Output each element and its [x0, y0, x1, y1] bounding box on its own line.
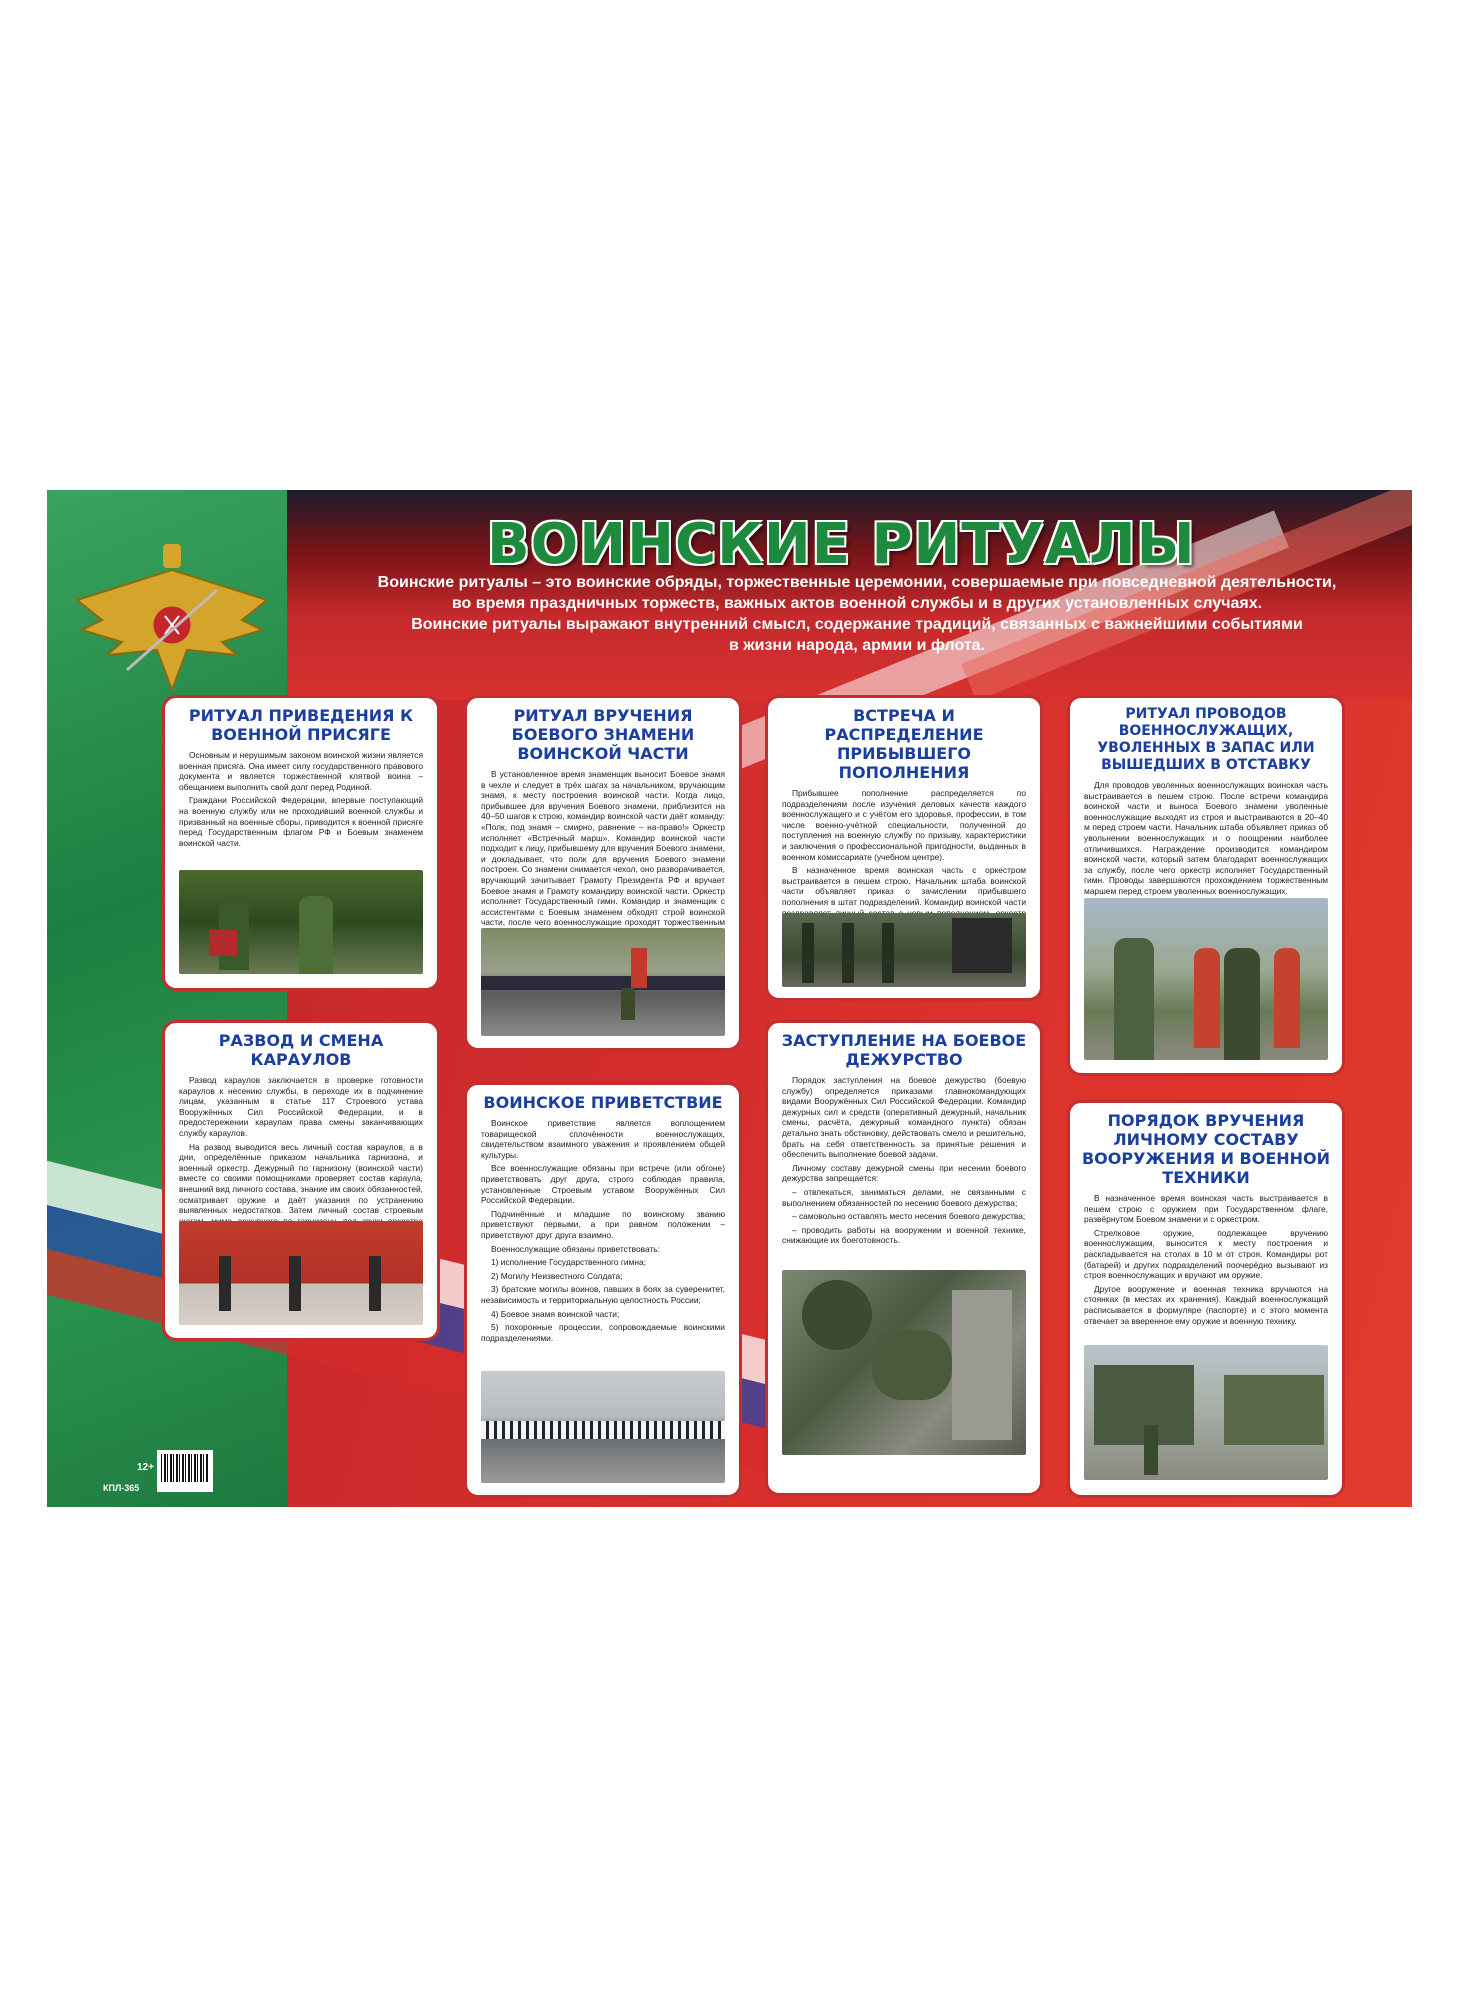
- photo-banner: [481, 928, 725, 1036]
- card-title: ПОРЯДОК ВРУЧЕНИЯ ЛИЧНОМУ СОСТАВУ ВООРУЖЕНИЯ И ВОЕННОЙ ТЕХНИКИ: [1081, 1111, 1331, 1187]
- page-title: ВОИНСКИЕ РИТУАЛЫ: [487, 512, 1196, 577]
- card-banner: РИТУАЛ ВРУЧЕНИЯ БОЕВОГО ЗНАМЕНИ ВОИНСКОЙ ЧАСТИ В установленное время знаменщик выносит Боевое знамя в чехле и следует в трёх шагах за начальником, вручающим знамя, к месту построения воинской части. Когда лицо, прибывшее для вручения Боевого знамени, приблизится на 40–50 шагов к строю, командир воинской части даёт команду: «Полк, под знамя – смирно, равнение – на-право!» Оркестр исполняет «Встречный марш». Командир воинской части подходит к лицу, прибывшему для вручения Боевого знамени, и докладывает, что полк для вручения Боевого знамени построен. Со знамени снимается чехол, оно разворачивается, вручающий зачитывает Грамоту Президента РФ и вручает Боевое знамя и Грамоту командиру воинской части. Оркестр исполняет Государственный гимн. Командир и знаменщик с ассистентами с Боевым знаменем обходят строй воинской части, после чего военнослужащие проходят торжественным: [464, 695, 742, 1051]
- card-replenish: ВСТРЕЧА И РАСПРЕДЕЛЕНИЕ ПРИБЫВШЕГО ПОПОЛНЕНИЯ Прибывшее пополнение распределяется по подразделениям после изучения деловых качеств каждого военнослужащего и с учётом его здоровья, профессии, в том числе военно-учётной специальности, полученной до поступления на военную службу по призыву, характеристики и заключения о профессиональной пригодности, выданных в военном комиссариате (учебном центре). В назначенное время воинская часть с оркестром выстраивается в пешем строю. Начальник штаба воинской части объявляет приказ о зачислении прибывшего пополнения в штат подразделений. Командир воинской части: [765, 695, 1043, 1001]
- photo-duty: [782, 1270, 1026, 1455]
- card-title: ВОИНСКОЕ ПРИВЕТСТВИЕ: [483, 1093, 723, 1112]
- card-title: ЗАСТУПЛЕНИЕ НА БОЕВОЕ ДЕЖУРСТВО: [781, 1031, 1027, 1069]
- photo-farewell: [1084, 898, 1328, 1060]
- photo-guard: [179, 1221, 423, 1325]
- card-duty: ЗАСТУПЛЕНИЕ НА БОЕВОЕ ДЕЖУРСТВО Порядок заступления на боевое дежурство (боевую службу) определяется приказами главнокомандующих видами Вооружённых Сил Российской Федерации. Командир дежурных сил и средств (оперативный дежурный, начальник смены, расчёта, дежурный командного пункта) обязан детально знать обстановку, действовать смело и решительно, брать на себя ответственность за принятые решения и обеспечить выполнение боевой задачи. Личному составу дежурной смены при несении боевого дежурства запрещается: – отвлекаться, заниматься делами, не связанными с выполнением обязанностей по несению боевого дежурства; – самовольно оставлять место несения боевого дежурства; – проводить работы на вооружении и военной технике, снижающие их боеготовность.: [765, 1020, 1043, 1496]
- card-weapons: ПОРЯДОК ВРУЧЕНИЯ ЛИЧНОМУ СОСТАВУ ВООРУЖЕНИЯ И ВОЕННОЙ ТЕХНИКИ В назначенное время воинская часть выстраивается в пешем строю с оружием при Государственном флаге, развёрнутом Боевом знамени и с оркестром. Стрелковое оружие, подлежащее вручению военнослужащим, выносится к месту построения и раскладывается на столах в 10 м от строя. Командиры рот (батарей) и других подразделений поочерёдно вызывают из строя военнослужащих и вручают им оружие. Другое вооружение и военная техника вручаются на стоянках (в местах их хранения). Каждый военнослужащий расписывается в формуляре (паспорте) и с этого момента отвечает за вверенное ему оружие и военную технику.: [1067, 1100, 1345, 1498]
- photo-weapons: [1084, 1345, 1328, 1480]
- card-guard: РАЗВОД И СМЕНА КАРАУЛОВ Развод караулов заключается в проверке готовности караулов к несению службы, в переходе их в подчинение лицам, указанным в статье 117 Строевого устава Вооружённых Сил Российской Федерации, и в предостережении караулам права смены заканчивающих службу караулов. На развод выводится весь личный состав караулов, а в дни, определённые приказом начальника гарнизона, и военный оркестр. Дежурный по гарнизону (воинской части) вместе со своими помощниками проверяет состав караула, внешний вид личного состава, знание им своих обязанностей, осматривает оружие и даёт указания по устранению выявленных недостатков. Затем личный состав строевым: [162, 1020, 440, 1341]
- card-salute: ВОИНСКОЕ ПРИВЕТСТВИЕ Воинское приветствие является воплощением товарищеской сплочённости военнослужащих, свидетельством взаимного уважения и проявлением общей культуры. Все военнослужащие обязаны при встрече (или обгоне) приветствовать друг друга, строго соблюдая правила, установленные Строевым уставом Вооружённых Сил Российской Федерации. Подчинённые и младшие по воинскому званию приветствуют первыми, а при равном положении – приветствуют друг друга взаимно. Военнослужащие обязаны приветствовать: 1) исполнение Государственного гимна; 2) Могилу Неизвестного Солдата; 3) братские могилы воинов, павших в боях за суверенитет, независимость и территориальную целостность России; 4) Боевое знамя воинской части; 5) похоронные процессии, сопровождаемые воинскими подразделениями.: [464, 1082, 742, 1498]
- card-title: РИТУАЛ ПРОВОДОВ ВОЕННОСЛУЖАЩИХ, УВОЛЕННЫХ В ЗАПАС ИЛИ ВЫШЕДШИХ В ОТСТАВКУ: [1097, 706, 1315, 773]
- eagle-emblem-icon: [67, 530, 277, 700]
- age-rating: 12+: [137, 1462, 154, 1473]
- photo-oath: [179, 870, 423, 974]
- card-farewell: РИТУАЛ ПРОВОДОВ ВОЕННОСЛУЖАЩИХ, УВОЛЕННЫХ В ЗАПАС ИЛИ ВЫШЕДШИХ В ОТСТАВКУ Для проводов уволенных военнослужащих воинская часть выстраивается в пешем строю. После встречи командира воинской части и выноса Боевого знамени уволенные военнослужащие выходят из строя и выстраиваются в 20–40 м перед строем части. Начальник штаба объявляет приказ об увольнении военнослужащих и о поощрении наиболее отличившихся. Награждение производится командиром воинской части, который затем благодарит военнослужащих за службу, после чего оркестр исполняет Государственный гимн. Проводы завершаются прохождением торжественным маршем перед строем уволенных военнослужащих.: [1067, 695, 1345, 1076]
- card-title: РИТУАЛ ВРУЧЕНИЯ БОЕВОГО ЗНАМЕНИ ВОИНСКОЙ ЧАСТИ: [511, 706, 695, 763]
- product-code: КПЛ-365: [103, 1483, 140, 1493]
- intro-text: Воинские ритуалы – это воинские обряды, торжественные церемонии, совершаемые при повседневной деятельности, во время праздничных торжеств, важных актов военной службы и в других установленных случаях. Воинские ритуалы выражают внутренний смысл, содержание традиций, связанных с важнейшими событиями в жизни народа, армии и флота.: [377, 574, 1337, 654]
- poster: [47, 490, 1412, 1507]
- barcode: [157, 1450, 213, 1492]
- photo-salute: [481, 1371, 725, 1483]
- card-oath: РИТУАЛ ПРИВЕДЕНИЯ К ВОЕННОЙ ПРИСЯГЕ Основным и нерушимым законом воинской жизни является военная присяга. Она имеет силу государственного правового документа и является торжественной клятвой воина – обещанием выполнить свой долг перед Родиной. Граждани Российской Федерации, впервые поступающий на военную службу или не проходивший военной службы и призванный на военные сборы, приводится к военной присяге перед Государственным флагом РФ и Боевым знаменем воинской части.: [162, 695, 440, 991]
- card-title: РАЗВОД И СМЕНА КАРАУЛОВ: [218, 1031, 384, 1069]
- photo-replenish: [782, 913, 1026, 987]
- card-title: РИТУАЛ ПРИВЕДЕНИЯ К ВОЕННОЙ ПРИСЯГЕ: [188, 706, 414, 744]
- card-title: ВСТРЕЧА И РАСПРЕДЕЛЕНИЕ ПРИБЫВШЕГО ПОПОЛНЕНИЯ: [824, 706, 984, 782]
